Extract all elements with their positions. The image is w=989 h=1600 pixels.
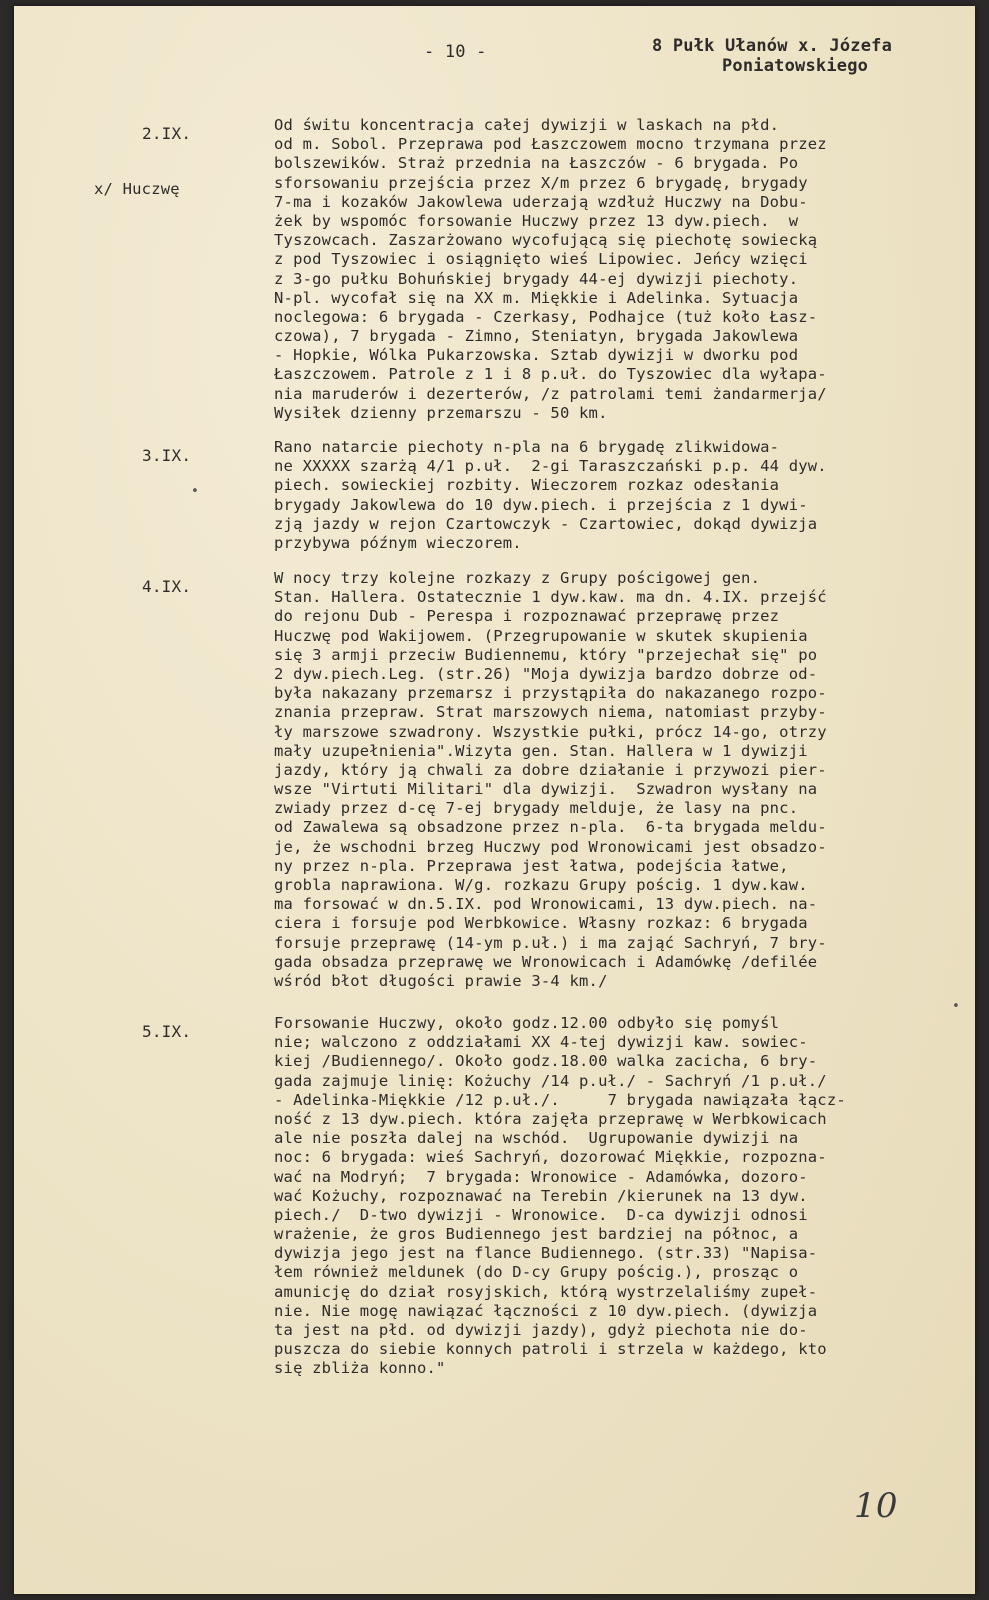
entry-paragraph (274, 116, 979, 423)
text-line: od m. Sobol. Przeprawa pod Łaszczowem mocno trzymana przez (274, 135, 827, 154)
text-line: noclegowa: 6 brygada - Czerkasy, Podhajce (tuż koło Łasz- (274, 307, 818, 326)
text-line: nie. Nie mogę nawiązać łączności z 10 dyw.piech. (dywizja (274, 1301, 818, 1320)
text-line: zją jazdy w rejon Czartowczyk - Czartowiec, dokąd dywizja (274, 514, 818, 533)
text-line: piech./ D-two dywizji - Wronowice. D-ca dywizji odnosi (274, 1205, 808, 1224)
text-line: Stan. Hallera. Ostatecznie 1 dyw.kaw. ma dn. 4.IX. przejść (274, 588, 827, 607)
text-line: ność z 13 dyw.piech. która zajęła przeprawę w Werbkowicach (274, 1109, 827, 1128)
text-line: żek by wspomóc forsowanie Huczwy przez 13 dyw.piech. w (274, 211, 799, 230)
text-line: Od świtu koncentracja całej dywizji w laskach na płd. (274, 116, 780, 134)
text-line: je, że wschodni brzeg Huczwy pod Wronowicami jest obsadzo- (274, 837, 827, 856)
text-line: amunicję do dział rosyjskich, którą wystrzelaliśmy zupeł- (274, 1282, 818, 1301)
text-line: wrażenie, że gros Budiennego jest bardziej na północ, a (274, 1225, 799, 1244)
text-line: bolszewików. Straż przednia na Łaszczów - 6 brygada. Po (274, 154, 799, 173)
text-line: ne XXXXX szarżą 4/1 p.uł. 2-gi Taraszczański p.p. 44 dyw. (274, 457, 827, 476)
text-line: ta jest na płd. od dywizji jazdy), gdyż piechota nie do- (274, 1321, 808, 1339)
text-line: ny przez n-pla. Przeprawa jest łatwa, podejścia łatwe, (274, 856, 789, 875)
text-line: ciera i forsuje pod Werbkowice. Własny rozkaz: 6 brygada (274, 914, 808, 933)
text-line: Wysiłek dzienny przemarszu - 50 km. (274, 403, 608, 422)
text-line: kiej /Budiennego/. Około godz.18.00 walka zacicha, 6 bry- (274, 1052, 818, 1071)
text-line: znania przepraw. Strat marszowych niema, natomiast przyby- (274, 703, 827, 722)
text-line: była nakazany przemarsz i przystąpiła do nakazanego rozpo- (274, 684, 827, 703)
entry-date: 2.IX. (142, 124, 192, 143)
text-line: puszcza do siebie konnych patroli i strzela w każdego, kto (274, 1340, 827, 1359)
entry-date: 3.IX. (142, 446, 192, 465)
text-line: nie; walczono z oddziałami XX 4-tej dywizji kaw. sowiec- (274, 1033, 808, 1052)
margin-mark: • (952, 999, 961, 1014)
text-line: jazdy, który ją chwali za dobre działanie i przywozi pier- (274, 760, 827, 779)
text-line: zwiady przez d-cę 7-ej brygady melduje, że lasy na pnc. (274, 799, 799, 818)
header-title-line2: Poniatowskiego (722, 56, 869, 76)
margin-mark: • (191, 484, 200, 499)
text-line: N-pl. wycofał się na XX m. Miękkie i Adelinka. Sytuacja (274, 288, 799, 307)
text-line: dywizja jego jest na flance Budiennego. (str.33) "Napisa- (274, 1244, 818, 1263)
text-line: Tyszowcach. Zaszarżowano wycofującą się piechotę sowiecką (274, 231, 818, 250)
text-line: ły marszowe szwadrony. Wszystkie pułki, prócz 14-go, otrzy (274, 722, 827, 741)
text-line: wać na Modryń; 7 brygada: Wronowice - Adamówka, dozoro- (274, 1167, 808, 1186)
text-line: - Hopkie, Wólka Pukarzowska. Sztab dywizji w dworku pod (274, 346, 799, 365)
handwritten-page-number: 10 (854, 1486, 898, 1526)
text-line: wać Kożuchy, rozpoznawać na Terebin /kierunek na 13 dyw. (274, 1186, 808, 1205)
page-number: - 10 - (424, 42, 487, 62)
text-line: nia maruderów i dezerterów, /z patrolami temi żandarmerja/ (274, 384, 827, 403)
text-line: z pod Tyszowiec i osiągnięto wieś Lipowiec. Jeńcy wzięci (274, 250, 808, 269)
text-line: - Adelinka-Miękkie /12 p.uł./. 7 brygada nawiązała łącz- (274, 1090, 846, 1109)
text-line: noc: 6 brygada: wieś Sachryń, dozorować Miękkie, rozpozna- (274, 1148, 827, 1167)
text-line: Huczwę pod Wakijowem. (Przegrupowanie w skutek skupienia (274, 626, 808, 645)
text-line: czowa), 7 brygada - Zimno, Steniatyn, brygada Jakowlewa (274, 327, 799, 346)
text-line: Forsowanie Huczwy, około godz.12.00 odbyło się pomyśl (274, 1014, 780, 1032)
text-line: sforsowaniu przejścia przez X/m przez 6 brygadę, brygady (274, 173, 808, 192)
entry-paragraph (274, 1014, 979, 1379)
text-line: z 3-go pułku Bohuńskiej brygady 44-ej dywizji piechoty. (274, 269, 799, 288)
text-line: przybywa późnym wieczorem. (274, 533, 522, 552)
text-line: 7-ma i kozaków Jakowlewa uderzają wzdłuż Huczwy na Dobu- (274, 192, 808, 211)
text-line: się zbliża konno." (274, 1359, 446, 1378)
text-line: brygady Jakowlewa do 10 dyw.piech. i przejścia z 1 dywi- (274, 495, 808, 514)
text-line: wsze "Virtuti Militari" dla dywizji. Szwadron wysłany na (274, 780, 818, 799)
text-line: Rano natarcie piechoty n-pla na 6 brygadę zlikwidowa- (274, 438, 780, 456)
text-line: ale nie poszła dalej na wschód. Ugrupowanie dywizji na (274, 1129, 799, 1148)
entry-paragraph (274, 438, 979, 553)
entry-date: 5.IX. (142, 1022, 192, 1041)
text-line: mały uzupełnienia".Wizyta gen. Stan. Hallera w 1 dywizji (274, 741, 808, 760)
text-line: gada zajmuje linię: Kożuchy /14 p.uł./ - Sachryń /1 p.uł./ (274, 1071, 827, 1090)
text-line: ma forsować w dn.5.IX. pod Wronowicami, 13 dyw.piech. na- (274, 895, 818, 914)
text-line: grobla naprawiona. W/g. rozkazu Grupy pościg. 1 dyw.kaw. (274, 876, 808, 894)
document-page (14, 6, 975, 1594)
text-line: od Zawalewa są obsadzone przez n-pla. 6-ta brygada meldu- (274, 818, 827, 837)
text-line: do rejonu Dub - Perespa i rozpoznawać przeprawę przez (274, 607, 780, 626)
entry-date: 4.IX. (142, 577, 192, 596)
text-line: wśród błot długości prawie 3-4 km./ (274, 971, 608, 990)
header-title-line1: 8 Pułk Ułanów x. Józefa (652, 36, 893, 56)
text-line: Łaszczowem. Patrole z 1 i 8 p.uł. do Tyszowiec dla wyłapa- (274, 365, 827, 384)
text-line: forsuje przeprawę (14-ym p.uł.) i ma zająć Sachryń, 7 bry- (274, 933, 827, 952)
margin-note: x/ Huczwę (94, 180, 180, 198)
text-line: W nocy trzy kolejne rozkazy z Grupy pościgowej gen. (274, 569, 761, 587)
entry-paragraph (274, 569, 979, 991)
text-line: 2 dyw.piech.Leg. (str.26) "Moja dywizja bardzo dobrze od- (274, 664, 818, 683)
text-line: łem również meldunek (do D-cy Grupy pościg.), prosząc o (274, 1263, 799, 1282)
text-line: się 3 armji przeciw Budiennemu, który "przejechał się" po (274, 645, 818, 664)
text-line: gada obsadza przeprawę we Wronowicach i Adamówkę /defilée (274, 952, 818, 971)
text-line: piech. sowieckiej rozbity. Wieczorem rozkaz odesłania (274, 476, 780, 495)
